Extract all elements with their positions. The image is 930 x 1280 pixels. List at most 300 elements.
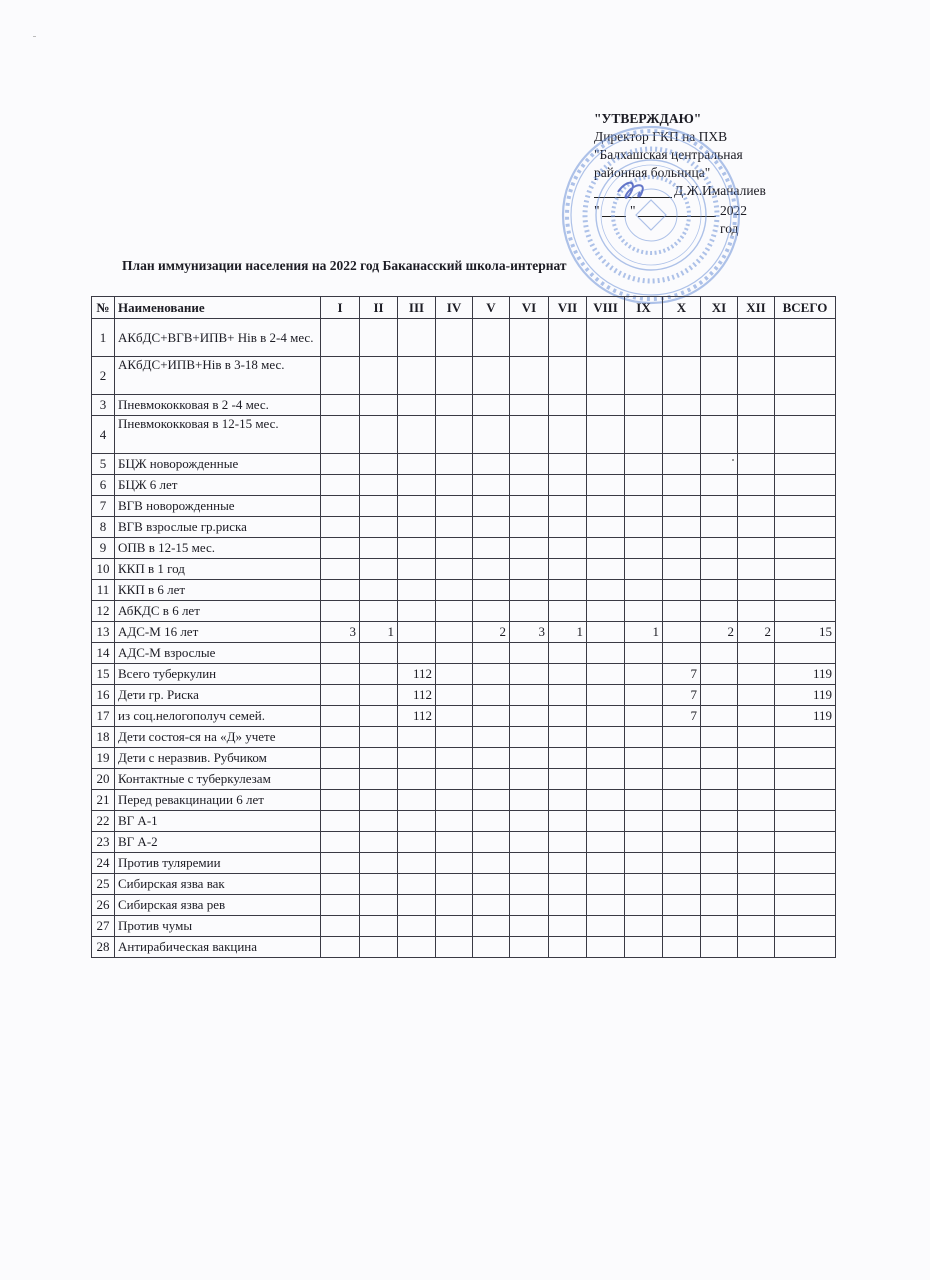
month-cell [625,748,663,769]
table-row [92,748,836,769]
month-cell [510,664,549,685]
month-cell [625,601,663,622]
month-cell [663,559,701,580]
month-cell [360,832,398,853]
month-cell [436,916,473,937]
row-number: 1 [92,319,115,357]
month-cell [473,496,510,517]
month-cell [398,319,436,357]
total-cell [775,832,836,853]
month-cell [663,517,701,538]
table-row [92,395,836,416]
vaccine-name: ВГВ новорожденные [115,496,321,517]
row-number: 10 [92,559,115,580]
table-row [92,916,836,937]
total-cell [775,416,836,454]
month-cell [625,685,663,706]
month-cell [549,664,587,685]
month-cell [738,664,775,685]
month-cell [360,748,398,769]
month-cell [587,454,625,475]
table-row [92,538,836,559]
month-cell [360,643,398,664]
month-cell [663,895,701,916]
total-cell [775,727,836,748]
month-cell [701,769,738,790]
month-cell [587,937,625,958]
vaccine-name: ВГВ взрослые гр.риска [115,517,321,538]
month-cell [663,727,701,748]
month-cell [587,916,625,937]
month-cell: 1 [360,622,398,643]
month-cell [549,319,587,357]
month-cell [625,357,663,395]
month-cell [663,643,701,664]
month-cell [473,664,510,685]
vaccine-name: ОПВ в 12-15 мес. [115,538,321,559]
month-cell [587,706,625,727]
month-cell [473,853,510,874]
month-cell [701,517,738,538]
month-cell [587,496,625,517]
vaccine-name: Сибирская язва рев [115,895,321,916]
vaccine-name: Пневмококковая в 2 -4 мес. [115,395,321,416]
month-cell [321,895,360,916]
month-cell [510,685,549,706]
month-cell [360,895,398,916]
row-number: 13 [92,622,115,643]
month-cell [625,559,663,580]
month-cell [398,559,436,580]
row-number: 14 [92,643,115,664]
vaccine-name: Против туляремии [115,853,321,874]
month-cell [549,706,587,727]
total-cell: 119 [775,685,836,706]
date-year: 2022 год [720,203,747,236]
month-cell [663,769,701,790]
column-header-month: III [398,297,436,319]
month-cell [738,538,775,559]
month-cell [360,475,398,496]
month-cell [663,395,701,416]
month-cell [738,395,775,416]
month-cell [663,622,701,643]
month-cell [701,580,738,601]
month-cell [663,748,701,769]
month-cell [549,811,587,832]
month-cell [360,319,398,357]
month-cell [398,748,436,769]
month-cell [436,832,473,853]
row-number: 7 [92,496,115,517]
month-cell [436,643,473,664]
month-cell [321,853,360,874]
vaccine-name: из соц.нелогополуч семей. [115,706,321,727]
month-cell [510,790,549,811]
table-row [92,937,836,958]
month-cell [360,664,398,685]
month-cell [436,874,473,895]
total-cell [775,874,836,895]
month-cell [473,601,510,622]
vaccine-name: Дети состоя-ся на «Д» учете [115,727,321,748]
month-cell: 1 [549,622,587,643]
month-cell [360,706,398,727]
month-cell [321,727,360,748]
month-cell [549,357,587,395]
month-cell [625,874,663,895]
month-cell: 2 [473,622,510,643]
month-cell [587,517,625,538]
row-number: 25 [92,874,115,895]
month-cell: 112 [398,706,436,727]
month-cell [436,319,473,357]
month-cell [510,916,549,937]
month-cell [321,416,360,454]
month-cell [587,727,625,748]
month-cell [738,811,775,832]
month-cell [473,706,510,727]
vaccine-name: Дети с неразвив. Рубчиком [115,748,321,769]
month-cell [625,937,663,958]
month-cell [321,454,360,475]
total-cell [775,395,836,416]
row-number: 6 [92,475,115,496]
vaccine-name: АДС-М взрослые [115,643,321,664]
month-cell [701,727,738,748]
month-cell [701,832,738,853]
month-cell [549,580,587,601]
month-cell [701,475,738,496]
month-cell [701,685,738,706]
month-cell [360,357,398,395]
month-cell [549,496,587,517]
row-number: 11 [92,580,115,601]
month-cell [473,769,510,790]
month-cell [398,769,436,790]
month-cell [321,916,360,937]
month-cell [663,538,701,559]
month-cell [321,643,360,664]
month-cell: 112 [398,664,436,685]
month-cell [663,416,701,454]
month-cell [473,475,510,496]
month-cell [625,496,663,517]
month-cell [549,454,587,475]
month-cell [663,832,701,853]
total-cell [775,475,836,496]
vaccine-name: Пневмококковая в 12-15 мес. [115,416,321,454]
month-cell [549,727,587,748]
month-cell [738,416,775,454]
column-header-month: VII [549,297,587,319]
month-cell [701,319,738,357]
month-cell [360,790,398,811]
month-cell [625,517,663,538]
month-cell [549,769,587,790]
month-cell [549,832,587,853]
month-cell [738,832,775,853]
month-cell [701,496,738,517]
month-cell [587,643,625,664]
month-cell [360,769,398,790]
month-cell [587,790,625,811]
month-cell [663,475,701,496]
month-cell [738,769,775,790]
month-cell [701,937,738,958]
month-cell [587,538,625,559]
vaccine-name: Всего туберкулин [115,664,321,685]
month-cell [625,475,663,496]
month-cell [360,580,398,601]
month-cell [738,748,775,769]
month-cell [398,601,436,622]
month-cell [473,790,510,811]
month-cell [510,811,549,832]
table-row [92,895,836,916]
table-row [92,874,836,895]
month-cell [549,475,587,496]
month-cell [473,319,510,357]
month-cell [398,643,436,664]
month-cell [398,580,436,601]
month-cell [398,475,436,496]
month-cell [549,748,587,769]
month-cell [321,748,360,769]
month-cell [321,475,360,496]
month-cell [321,874,360,895]
month-cell [510,357,549,395]
month-cell [587,895,625,916]
month-cell [663,601,701,622]
month-cell [738,601,775,622]
month-cell [473,685,510,706]
month-cell [321,769,360,790]
total-cell: 119 [775,664,836,685]
month-cell [738,937,775,958]
month-cell [549,395,587,416]
approval-line-1: Директор ГКП на ПХВ [594,129,728,144]
month-cell [738,706,775,727]
month-cell [510,748,549,769]
month-cell [321,790,360,811]
month-cell [587,832,625,853]
month-cell [587,416,625,454]
table-row [92,664,836,685]
month-cell [663,580,701,601]
month-cell [398,622,436,643]
month-cell [625,790,663,811]
document-title: План иммунизации населения на 2022 год Баканасский школа-интернат [122,258,567,273]
month-cell [398,357,436,395]
scan-speck [732,459,734,461]
month-cell [663,937,701,958]
total-cell [775,454,836,475]
month-cell [663,357,701,395]
vaccine-name: ВГ А-1 [115,811,321,832]
month-cell [436,748,473,769]
month-cell [398,727,436,748]
month-cell [360,517,398,538]
month-cell [473,895,510,916]
month-cell [398,832,436,853]
approval-heading: "УТВЕРЖДАЮ" [594,111,702,126]
month-cell [587,622,625,643]
month-cell [663,319,701,357]
month-cell [398,916,436,937]
table-row [92,475,836,496]
month-cell [398,454,436,475]
month-cell [549,416,587,454]
month-cell [587,601,625,622]
month-cell [473,580,510,601]
total-cell [775,538,836,559]
date-row [594,202,747,236]
month-cell [510,538,549,559]
month-cell [321,706,360,727]
month-cell [625,811,663,832]
month-cell [436,853,473,874]
month-cell [436,769,473,790]
row-number: 4 [92,416,115,454]
month-cell [473,517,510,538]
month-cell [360,811,398,832]
total-cell [775,748,836,769]
month-cell [701,664,738,685]
vaccine-name: АКбДС+ВГВ+ИПВ+ Hiв в 2-4 мес. [115,319,321,357]
month-cell [473,811,510,832]
month-cell [436,895,473,916]
month-cell [549,517,587,538]
month-cell [549,895,587,916]
month-cell [398,790,436,811]
table-row [92,811,836,832]
month-cell [321,811,360,832]
month-cell [510,496,549,517]
month-cell [436,496,473,517]
month-cell [510,416,549,454]
month-cell [549,559,587,580]
month-cell [738,853,775,874]
month-cell [510,769,549,790]
month-cell [625,643,663,664]
row-number: 5 [92,454,115,475]
month-cell [701,706,738,727]
month-cell [701,643,738,664]
column-header-month: XII [738,297,775,319]
month-cell [738,475,775,496]
month-cell [625,769,663,790]
total-cell [775,853,836,874]
month-cell [473,416,510,454]
month-cell [321,937,360,958]
vaccine-name: Дети гр. Риска [115,685,321,706]
month-cell [473,357,510,395]
month-cell [473,937,510,958]
month-cell [473,395,510,416]
month-cell [663,874,701,895]
month-cell [625,832,663,853]
table-row [92,357,836,395]
month-cell [321,517,360,538]
month-cell [587,685,625,706]
month-cell [587,395,625,416]
month-cell [549,916,587,937]
month-cell [510,643,549,664]
total-cell [775,357,836,395]
total-cell [775,580,836,601]
table-row [92,559,836,580]
row-number: 22 [92,811,115,832]
month-cell [436,580,473,601]
month-cell [625,416,663,454]
month-cell [625,916,663,937]
month-cell [625,395,663,416]
month-cell [701,790,738,811]
total-cell [775,790,836,811]
month-cell: 3 [321,622,360,643]
month-cell [360,538,398,559]
month-cell [473,916,510,937]
month-cell [436,622,473,643]
month-cell [360,559,398,580]
month-cell [473,559,510,580]
month-cell [738,874,775,895]
vaccine-name: АДС-М 16 лет [115,622,321,643]
month-cell [398,517,436,538]
month-cell [510,874,549,895]
table-row [92,580,836,601]
row-number: 17 [92,706,115,727]
table-row [92,706,836,727]
signature-row [594,182,766,202]
month-cell [701,874,738,895]
month-cell [436,811,473,832]
row-number: 27 [92,916,115,937]
total-cell [775,319,836,357]
vaccine-name: Перед ревакцинации 6 лет [115,790,321,811]
month-cell [436,706,473,727]
month-cell [398,416,436,454]
month-cell [701,895,738,916]
table-row [92,832,836,853]
month-cell [701,357,738,395]
total-cell [775,937,836,958]
month-cell [738,357,775,395]
approval-line-2: "Балхашская центральная [594,147,743,162]
month-cell [701,916,738,937]
month-cell [321,357,360,395]
month-cell [663,790,701,811]
row-number: 9 [92,538,115,559]
month-cell [321,559,360,580]
month-cell [510,454,549,475]
month-cell [436,454,473,475]
month-cell: 1 [625,622,663,643]
row-number: 2 [92,357,115,395]
total-cell [775,643,836,664]
month-cell [625,895,663,916]
immunization-plan-table [91,296,836,958]
month-cell [321,395,360,416]
month-cell: 7 [663,685,701,706]
month-cell [398,874,436,895]
month-cell [738,559,775,580]
month-cell [473,643,510,664]
month-cell [510,580,549,601]
month-cell [587,559,625,580]
column-header-month: II [360,297,398,319]
